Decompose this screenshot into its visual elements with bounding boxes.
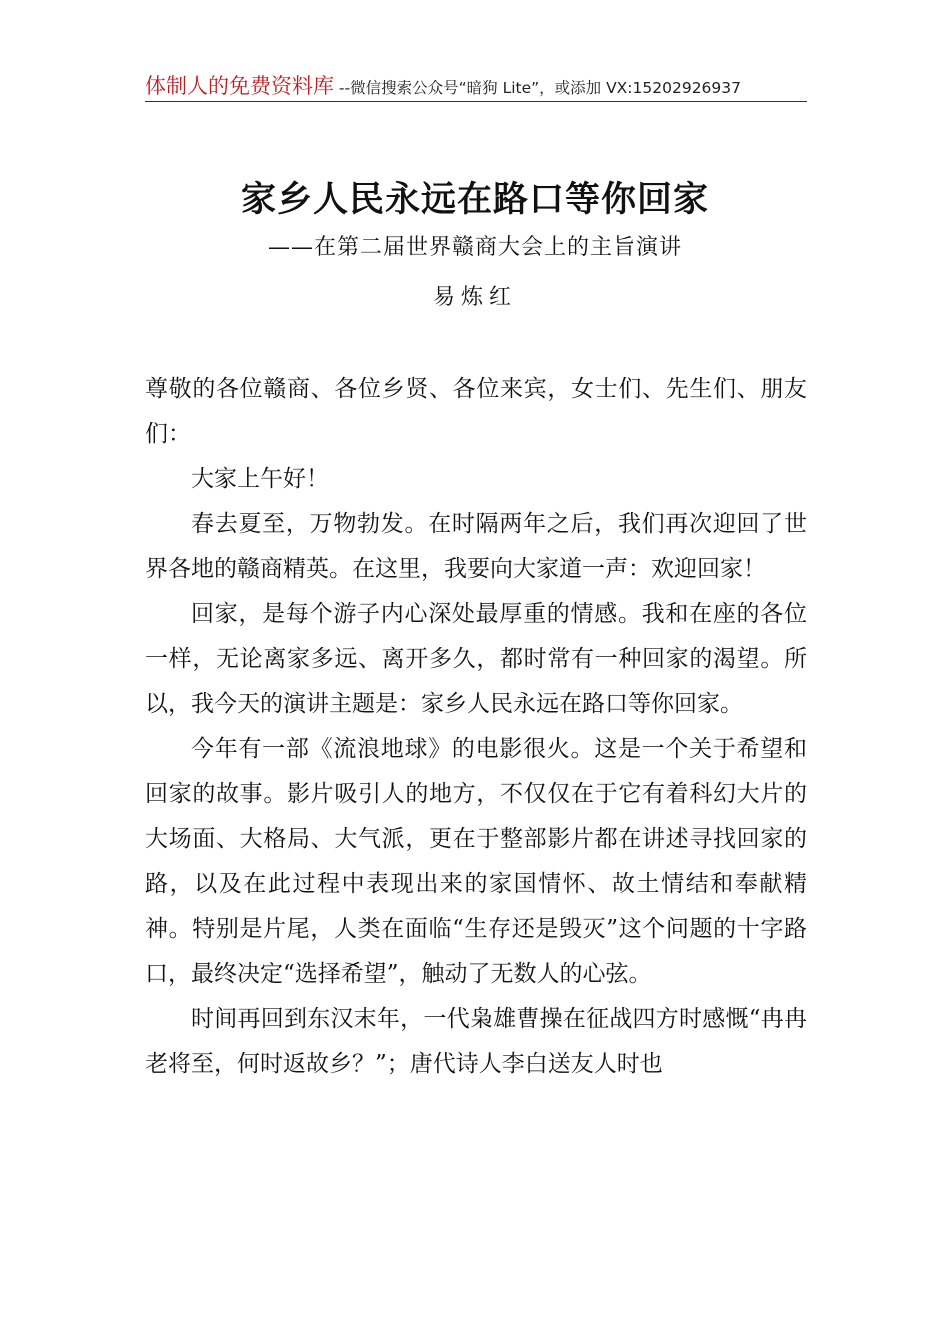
paragraph-salutation: 尊敬的各位赣商、各位乡贤、各位来宾，女士们、先生们、朋友们： <box>145 376 807 447</box>
paragraph: 时间再回到东汉末年，一代枭雄曹操在征战四方时感慨“冉冉老将至，何时返故乡？”；唐代诗人李白送友人时也 <box>145 1006 807 1077</box>
document-author: 易炼红 <box>432 285 517 310</box>
document-title: 家乡人民永远在路口等你回家 <box>240 179 709 220</box>
paragraph: 大家上午好！ <box>191 466 329 492</box>
paragraph: 今年有一部《流浪地球》的电影很火。这是一个关于希望和回家的故事。影片吸引人的地方，不仅仅在于它有着科幻大片的大场面、大格局、大气派，更在于整部影片都在讲述寻找回家的路，以及在此过程中表现出来的家国情怀、故土情结和奉献精神。特别是片尾，人类在面临“生存还是毁灭”这个问题的十字路口，最终决定“选择希望”，触动了无数人的心弦。 <box>145 736 807 987</box>
header-contact-info: --微信搜索公众号“暗狗 Lite”，或添加 VX:15202926937 <box>334 79 742 97</box>
header-brand: 体制人的免费资料库 <box>145 74 334 98</box>
document-body <box>145 367 807 1087</box>
document-subtitle: ——在第二届世界赣商大会上的主旨演讲 <box>267 235 682 260</box>
header-divider <box>145 101 807 102</box>
paragraph: 春去夏至，万物勃发。在时隔两年之后，我们再次迎回了世界各地的赣商精英。在这里，我要向大家道一声：欢迎回家！ <box>145 511 807 582</box>
page-header <box>145 70 807 102</box>
paragraph: 回家，是每个游子内心深处最厚重的情感。我和在座的各位一样，无论离家多远、离开多久，都时常有一种回家的渴望。所以，我今天的演讲主题是：家乡人民永远在路口等你回家。 <box>145 601 807 717</box>
